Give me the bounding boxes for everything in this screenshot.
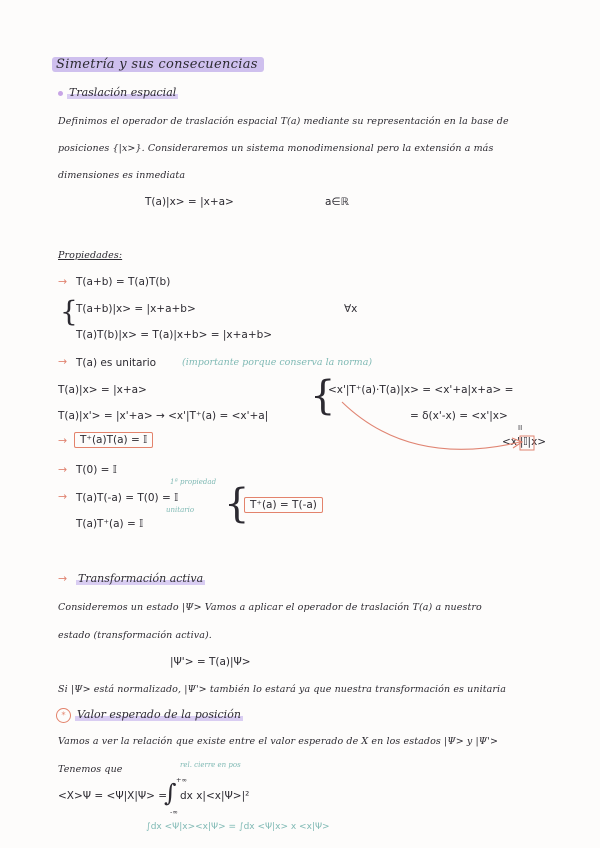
property-1: T(a+b) = T(a)T(b) <box>76 276 171 288</box>
note-first-property: 1ª propiedad <box>170 478 217 486</box>
definition-equation: T(a)|x> = |x+a> <box>145 196 234 208</box>
equality-mark: II <box>518 424 523 432</box>
arrow-icon: → <box>58 275 68 288</box>
expected-line-2: Tenemos que <box>58 764 123 775</box>
arrow-icon: → <box>58 355 68 368</box>
definition-condition: a∈ℝ <box>325 196 349 208</box>
property-1-system-2: T(a)T(b)|x> = T(a)|x+b> = |x+a+b> <box>76 329 273 341</box>
heading-text: Traslación espacial <box>69 86 177 99</box>
property-4-eq-2: T(a)T⁺(a) = 𝕀 <box>76 518 144 530</box>
unitary-result-3: <x'|𝕀|x> <box>502 436 547 448</box>
integral-lower-limit: -∞ <box>170 808 178 816</box>
curved-arrow-icon <box>340 398 540 458</box>
unitary-result-1: <x'|T⁺(a)·T(a)|x> = <x'+a|x+a> = <box>328 384 514 396</box>
active-line-3: Si |Ψ> está normalizado, |Ψ'> también lo estará ya que nuestra transformación es unitaria <box>58 684 506 695</box>
unitary-result-2: = δ(x'-x) = <x'|x> <box>410 410 508 422</box>
heading-text: Valor esperado de la posición <box>77 708 241 721</box>
heading-text: Transformación activa <box>78 572 204 585</box>
property-1-system-1: T(a+b)|x> = |x+a+b> <box>76 303 196 315</box>
active-equation: |Ψ'> = T(a)|Ψ> <box>170 656 251 668</box>
expected-line-1: Vamos a ver la relación que existe entre el valor esperado de X en los estados |Ψ> y |Ψ'> <box>58 736 498 747</box>
unitary-boxed-result: T⁺(a)T(a) = 𝕀 <box>74 432 153 448</box>
unitary-eq-1: T(a)|x> = |x+a> <box>58 384 147 396</box>
note-unitary: unitario <box>166 506 195 514</box>
expected-rhs: dx x|<x|Ψ>|² <box>180 790 250 802</box>
brace-icon: { <box>60 295 78 328</box>
section-heading-expected <box>56 708 243 723</box>
property-3: T(0) = 𝕀 <box>76 464 117 476</box>
integral-icon: ∫ <box>164 779 177 807</box>
forall-x: ∀x <box>344 303 358 315</box>
integral-upper-limit: +∞ <box>176 776 187 784</box>
brace-icon: { <box>224 481 250 527</box>
arrow-icon: → <box>58 490 68 503</box>
brace-icon: { <box>310 373 336 419</box>
properties-heading: Propiedades: <box>58 250 123 261</box>
inverse-boxed-result: T⁺(a) = T(-a) <box>244 497 323 513</box>
closure-derivation: ∫dx <Ψ|x><x|Ψ> = ∫dx <Ψ|x> x <x|Ψ> <box>146 822 330 832</box>
expected-lhs: <X>Ψ = <Ψ|X|Ψ> = <box>58 790 168 802</box>
paragraph-line-1: Definimos el operador de traslación espacial T(a) mediante su representación en la base de <box>58 116 509 127</box>
property-2: T(a) es unitario <box>76 357 157 369</box>
bullet-icon <box>58 91 63 96</box>
arrow-icon: → <box>58 572 68 585</box>
section-heading-active <box>76 572 205 585</box>
unitary-eq-2: T(a)|x'> = |x'+a> → <x'|T⁺(a) = <x'+a| <box>58 410 269 422</box>
property-2-note: (importante porque conserva la norma) <box>182 357 373 368</box>
paragraph-line-2: posiciones {|x>}. Consideraremos un sistema monodimensional pero la extensión a más <box>58 143 494 154</box>
closure-note: rel. cierre en pos <box>180 761 241 769</box>
paragraph-line-3: dimensiones es inmediata <box>58 170 186 181</box>
active-line-2: estado (transformación activa). <box>58 630 212 641</box>
page-title: Simetría y sus consecuencias <box>52 57 264 72</box>
arrow-icon: → <box>58 434 68 447</box>
active-line-1: Consideremos un estado |Ψ> Vamos a aplicar el operador de traslación T(a) a nuestro <box>58 602 482 613</box>
section-heading-translation <box>58 86 178 99</box>
property-4-eq-1: T(a)T(-a) = T(0) = 𝕀 <box>76 492 179 504</box>
star-icon: * <box>56 708 71 723</box>
arrow-icon: → <box>58 463 68 476</box>
